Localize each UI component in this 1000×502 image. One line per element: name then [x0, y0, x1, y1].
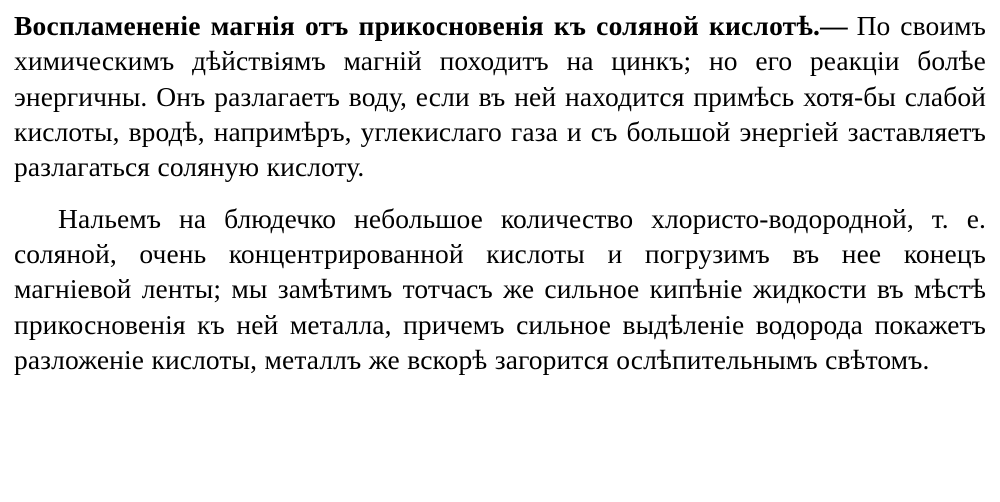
paragraph-1-text: По своимъ химическимъ дѣйствіямъ магній походитъ на цинкъ; но его реакціи болѣе энергичны. Онъ разлагаетъ воду, если въ ней находится примѣсь хотя-бы слабой кислоты, вродѣ, напримѣръ, углекислаго газа и съ большой энергіей заставляетъ разлагаться соляную кислоту.	[14, 10, 986, 183]
paragraph-2-text: Нальемъ на блюдечко небольшое количество хлористо-водородной, т. е. соляной, очень концентрированной кислоты и погрузимъ въ нее конецъ магніевой ленты; мы замѣтимъ тотчасъ же сильное кипѣніе жидкости въ мѣстѣ прикосновенія къ ней металла, причемъ сильное выдѣленіе водорода покажетъ разложеніе кислоты, металлъ же вскорѣ загорится ослѣпительнымъ свѣтомъ.	[14, 202, 986, 375]
paragraph-2	[14, 201, 986, 378]
heading-dash: —	[820, 10, 847, 41]
paragraph-1	[14, 8, 986, 185]
section-heading: Воспламененіе магнія отъ прикосновенія къ соляной кислотѣ.	[14, 10, 821, 41]
